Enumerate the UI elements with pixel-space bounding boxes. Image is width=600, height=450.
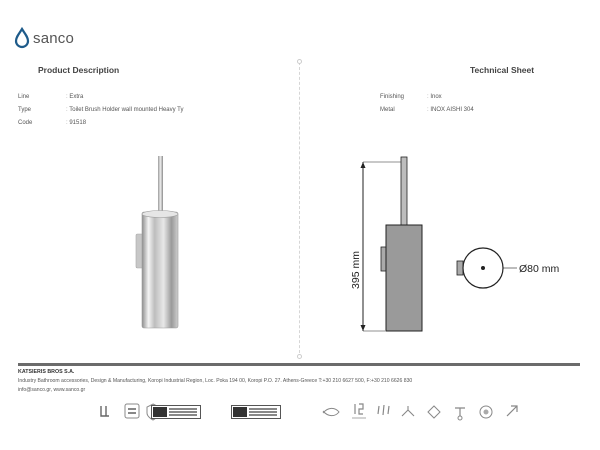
product-description-heading: Product Description <box>38 65 120 75</box>
leaf-circle-icon <box>477 402 495 422</box>
company-name: KATSIERIS BROS S.A. <box>18 369 75 375</box>
diameter-dimension-label: Ø80 mm <box>519 263 560 275</box>
spec-label: Finishing <box>380 94 405 100</box>
eu-funding-banner-icon <box>151 405 201 419</box>
company-contact: info@sanco.gr, www.sanco.gr <box>18 387 86 393</box>
divider-dot-top <box>297 59 302 64</box>
fish-icon <box>321 402 343 422</box>
product-specs <box>18 91 184 130</box>
spec-row-type <box>18 104 184 117</box>
center-divider <box>299 62 300 358</box>
company-address: Industry Bathroom accessories, Design & Manufacturing, Koropi Industrial Region, Loc. Poka 194 00, Koropi P.O. 27. Athens-Greece T:+30 210 6627 500, F:+30 210 6626 830 <box>18 378 413 384</box>
spec-value: : Inox <box>427 91 442 104</box>
spec-label: Line <box>18 94 30 100</box>
years-warranty-icon <box>350 402 368 422</box>
eu-flag-icon <box>153 407 167 417</box>
spec-row-finishing <box>380 91 474 104</box>
technical-specs <box>380 91 474 117</box>
spec-row-metal <box>380 104 474 117</box>
height-dimension-label: 395 mm <box>350 251 362 289</box>
water-drop-icon <box>14 28 30 48</box>
spec-row-code <box>18 117 184 130</box>
spec-label: Code <box>18 120 33 126</box>
brand-logo <box>14 28 74 48</box>
percent-badge-icon <box>123 402 141 422</box>
quality-mark-icon <box>97 402 113 422</box>
chair-icon <box>399 402 417 422</box>
water-drops-icon <box>375 402 393 422</box>
product-photo <box>120 150 220 330</box>
banner-lines <box>249 407 277 417</box>
spec-row-line <box>18 91 184 104</box>
eu-funding-banner-icon <box>231 405 281 419</box>
technical-sheet-heading: Technical Sheet <box>470 65 535 75</box>
no-drill-icon <box>503 402 521 422</box>
spec-value: : 91518 <box>66 117 86 130</box>
footer-rule <box>18 363 580 366</box>
divider-dot-bottom <box>297 354 302 359</box>
eu-flag-icon <box>233 407 247 417</box>
spec-label: Type <box>18 107 32 113</box>
technical-drawing <box>350 155 560 335</box>
spec-value: : Toilet Brush Holder wall mounted Heavy Ty <box>66 104 184 117</box>
spec-label: Metal <box>380 107 395 113</box>
brand-name: sanco <box>33 29 75 47</box>
banner-lines <box>169 407 197 417</box>
tap-icon <box>451 402 469 422</box>
spec-value: : Extra <box>66 91 83 104</box>
spec-value: : INOX AISHI 304 <box>427 104 474 117</box>
certification-icons <box>95 402 525 424</box>
recycle-icon <box>425 402 443 422</box>
